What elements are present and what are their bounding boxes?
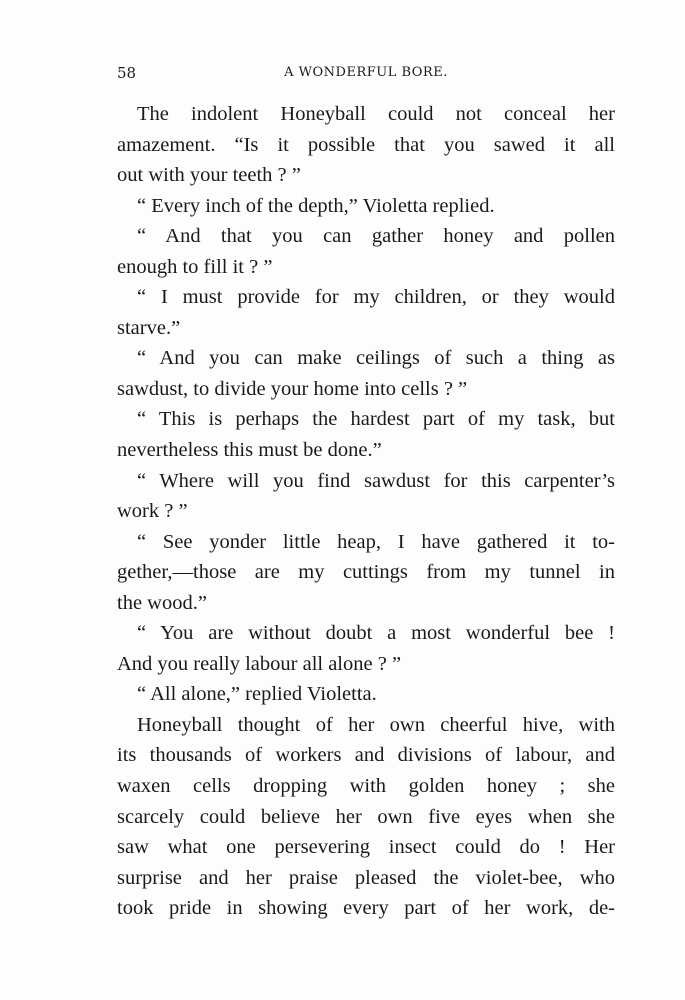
text-line: scarcely could believe her own five eyes when she <box>117 805 615 828</box>
text-line: “ You are without doubt a most wonderful bee ! <box>137 622 615 645</box>
text-line: gether,—those are my cuttings from my tunnel in <box>117 561 615 584</box>
text-line: surprise and her praise pleased the violet-bee, who <box>117 866 615 889</box>
text-line: the wood.” <box>117 591 207 614</box>
text-line: saw what one persevering insect could do ! Her <box>117 836 615 859</box>
text-line: nevertheless this must be done.” <box>117 439 382 462</box>
text-line: enough to fill it ? ” <box>117 255 273 278</box>
text-line: its thousands of workers and divisions of labour, and <box>117 744 615 767</box>
text-line: “ I must provide for my children, or they would <box>137 286 615 309</box>
text-line: starve.” <box>117 316 181 339</box>
text-line: waxen cells dropping with golden honey ; she <box>117 775 615 798</box>
running-title: A WONDERFUL BORE. <box>284 65 448 80</box>
text-line: Honeyball thought of her own cheerful hive, with <box>137 713 615 736</box>
text-line: “ Every inch of the depth,” Violetta replied. <box>137 194 495 217</box>
text-line: And you really labour all alone ? ” <box>117 652 402 675</box>
text-line: out with your teeth ? ” <box>117 164 301 187</box>
page-body <box>117 99 615 924</box>
page-number: 58 <box>117 64 137 82</box>
text-line: took pride in showing every part of her work, de- <box>117 897 615 920</box>
text-line: “ Where will you find sawdust for this carpenter’s <box>137 469 615 492</box>
text-line: work ? ” <box>117 500 188 523</box>
text-line: The indolent Honeyball could not conceal her <box>137 103 615 125</box>
text-line: sawdust, to divide your home into cells ? ” <box>117 377 468 400</box>
text-line: “ And that you can gather honey and pollen <box>137 225 615 248</box>
text-line: “ All alone,” replied Violetta. <box>137 683 377 706</box>
text-line: amazement. “Is it possible that you sawed it all <box>117 133 615 156</box>
text-line: “ And you can make ceilings of such a thing as <box>137 347 615 370</box>
text-line: “ See yonder little heap, I have gathered it to- <box>137 530 615 553</box>
page-header <box>117 64 615 84</box>
text-line: “ This is perhaps the hardest part of my task, but <box>137 408 615 431</box>
